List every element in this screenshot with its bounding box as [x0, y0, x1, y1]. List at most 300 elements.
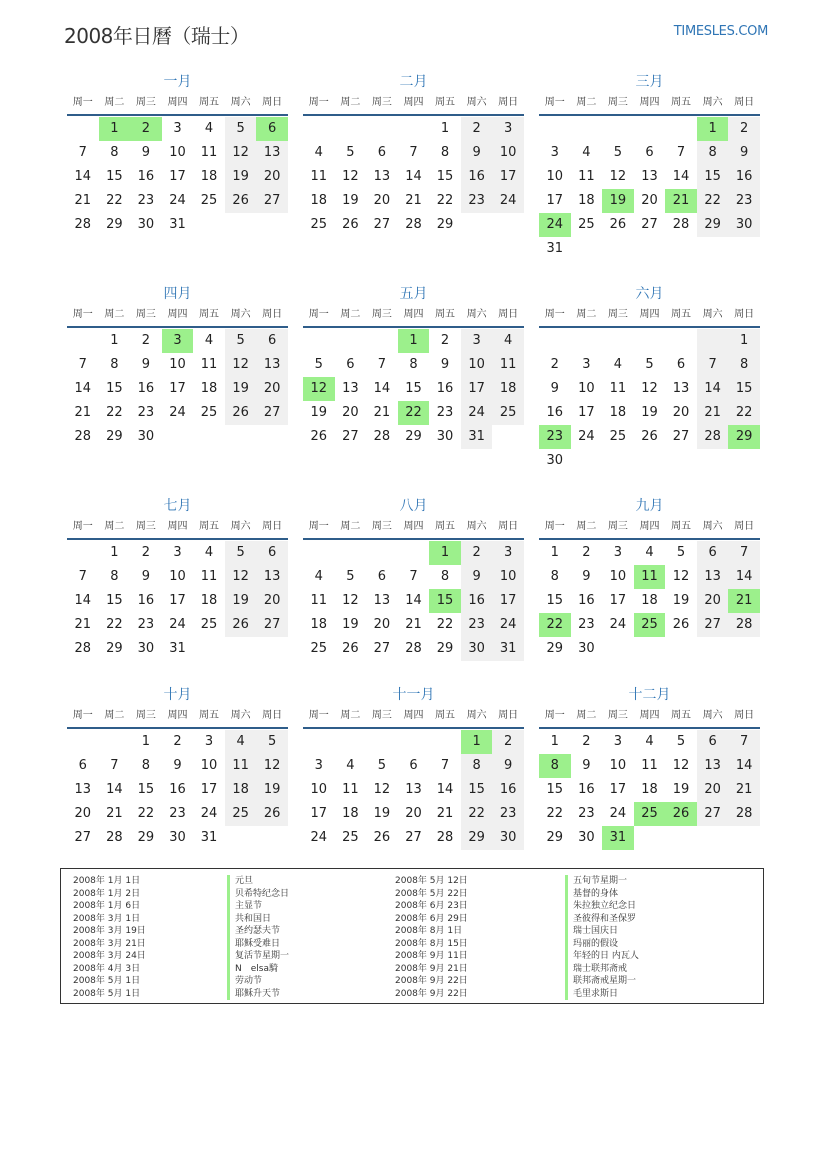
- weekday-label: 周四: [403, 309, 424, 320]
- day-cell: 28: [728, 802, 760, 826]
- day-cell: 23: [137, 193, 155, 208]
- day-cell: 26: [672, 617, 690, 632]
- day-cell: 9: [141, 569, 151, 584]
- day-cell: 11: [310, 169, 328, 184]
- legend-date: 2008年 3月 24日: [73, 951, 146, 961]
- weekday-label: 周一: [544, 309, 565, 320]
- day-cell: 22: [436, 193, 454, 208]
- legend-holiday-name: 瑞士国庆日: [573, 926, 619, 936]
- day-cell: 3: [492, 117, 524, 141]
- holiday-legend: [60, 868, 764, 1004]
- empty-cell: [335, 117, 367, 141]
- weekday-header: [539, 92, 760, 116]
- day-cell: 2: [461, 117, 493, 141]
- day-cell: 5: [225, 329, 257, 353]
- day-cell: 3: [173, 545, 182, 560]
- day-cell: 7: [78, 145, 87, 160]
- day-cell: 31: [492, 637, 524, 661]
- day-grid: [303, 329, 524, 449]
- day-cell: 12: [342, 169, 359, 184]
- weekday-label: 周四: [403, 97, 424, 108]
- month-title: 四月: [163, 286, 192, 302]
- day-cell: 10: [169, 569, 186, 584]
- day-cell: 8: [409, 357, 418, 372]
- holiday-day: 26: [665, 802, 697, 826]
- empty-cell: [335, 730, 367, 754]
- day-cell: 27: [697, 613, 729, 637]
- day-cell: 26: [225, 189, 257, 213]
- legend-date: 2008年 3月 19日: [73, 926, 146, 936]
- legend-holiday-name: 联邦斋戒星期一: [573, 976, 637, 986]
- weekday-header: [67, 92, 288, 116]
- day-cell: 4: [645, 545, 654, 560]
- weekday-label: 周六: [230, 309, 251, 320]
- day-cell: 4: [204, 333, 214, 348]
- day-cell: 12: [225, 141, 257, 165]
- day-cell: 10: [310, 782, 328, 797]
- day-cell: 15: [546, 782, 564, 797]
- day-cell: 30: [492, 826, 524, 850]
- weekday-label: 周四: [403, 521, 424, 532]
- holiday-day: 22: [539, 613, 571, 637]
- day-cell: 25: [200, 193, 218, 208]
- day-cell: 25: [310, 641, 328, 656]
- empty-cell: [366, 117, 398, 141]
- day-cell: 4: [645, 734, 654, 749]
- day-cell: 15: [106, 593, 123, 608]
- day-cell: 4: [346, 758, 355, 773]
- legend-date: 2008年 1月 2日: [73, 888, 141, 899]
- day-cell: 16: [461, 165, 493, 189]
- weekday-label: 周五: [435, 521, 456, 532]
- legend-holiday-name: 年轻的日 内瓦人: [573, 951, 639, 961]
- empty-cell: [398, 117, 430, 141]
- day-cell: 20: [641, 193, 658, 208]
- day-cell: 2: [141, 333, 151, 348]
- weekday-label: 周四: [167, 309, 188, 320]
- holiday-day: 21: [665, 189, 697, 213]
- month-1: [67, 72, 288, 237]
- day-cell: 3: [314, 758, 323, 773]
- weekday-label: 周三: [135, 309, 156, 320]
- weekday-header: [539, 304, 760, 328]
- weekday-label: 周日: [498, 710, 519, 721]
- day-cell: 16: [169, 782, 186, 797]
- day-cell: 13: [256, 353, 288, 377]
- day-cell: 13: [697, 754, 729, 778]
- day-cell: 19: [256, 778, 288, 802]
- day-cell: 6: [697, 730, 729, 754]
- weekday-header: [539, 516, 760, 540]
- weekday-label: 周四: [639, 521, 660, 532]
- holiday-day: 3: [162, 329, 194, 353]
- day-cell: 27: [697, 802, 729, 826]
- empty-cell: [67, 541, 99, 565]
- day-cell: 18: [641, 782, 658, 797]
- weekday-label: 周二: [104, 521, 125, 532]
- empty-cell: [366, 541, 398, 565]
- day-cell: 12: [672, 569, 690, 584]
- day-grid: [539, 117, 760, 261]
- day-cell: 17: [169, 381, 186, 396]
- day-cell: 21: [697, 401, 729, 425]
- site-link[interactable]: TIMESLES.COM: [673, 24, 768, 39]
- day-cell: 28: [405, 641, 422, 656]
- day-cell: 4: [314, 569, 323, 584]
- legend-date: 2008年 1月 1日: [73, 876, 141, 886]
- day-cell: 24: [492, 189, 524, 213]
- day-cell: 29: [546, 830, 564, 845]
- day-cell: 25: [609, 429, 627, 444]
- day-cell: 28: [405, 217, 422, 232]
- weekday-header: [67, 516, 288, 540]
- day-cell: 9: [440, 357, 450, 372]
- legend-holiday-name: 共和国日: [235, 913, 272, 924]
- weekday-label: 周四: [639, 309, 660, 320]
- legend-holiday-name: 劳动节: [235, 976, 263, 986]
- day-cell: 31: [169, 217, 186, 232]
- day-cell: 26: [225, 613, 257, 637]
- legend-date: 2008年 5月 1日: [73, 988, 141, 999]
- weekday-label: 周二: [340, 97, 361, 108]
- day-cell: 2: [173, 734, 182, 749]
- day-cell: 25: [310, 217, 328, 232]
- day-grid: [539, 730, 760, 850]
- day-cell: 27: [641, 217, 658, 232]
- day-cell: 9: [461, 141, 493, 165]
- day-cell: 16: [137, 593, 155, 608]
- weekday-label: 周五: [671, 521, 692, 532]
- holiday-day: 29: [728, 425, 760, 449]
- day-cell: 10: [546, 169, 564, 184]
- day-cell: 21: [106, 806, 123, 821]
- weekday-label: 周六: [466, 97, 487, 108]
- weekday-label: 周六: [702, 97, 723, 108]
- day-cell: 5: [676, 734, 686, 749]
- day-cell: 27: [256, 613, 288, 637]
- legend-date: 2008年 6月 29日: [395, 913, 468, 924]
- day-cell: 5: [346, 569, 355, 584]
- day-cell: 13: [256, 141, 288, 165]
- month-title: 六月: [635, 286, 664, 302]
- day-cell: 23: [137, 405, 155, 420]
- day-cell: 11: [578, 169, 595, 184]
- weekday-label: 周六: [466, 710, 487, 721]
- day-cell: 15: [106, 381, 123, 396]
- weekday-label: 周二: [576, 521, 597, 532]
- legend-dates-left: [73, 875, 146, 1000]
- holiday-day: 21: [728, 589, 760, 613]
- day-cell: 23: [461, 613, 493, 637]
- day-cell: 14: [74, 169, 92, 184]
- day-cell: 11: [200, 145, 218, 160]
- legend-holiday-name: 基督的身体: [573, 888, 619, 899]
- day-cell: 11: [342, 782, 359, 797]
- day-cell: 10: [169, 145, 186, 160]
- day-cell: 30: [461, 637, 493, 661]
- day-cell: 8: [440, 569, 450, 584]
- weekday-label: 周四: [639, 710, 660, 721]
- day-cell: 17: [200, 782, 218, 797]
- empty-cell: [398, 541, 430, 565]
- day-cell: 15: [405, 381, 422, 396]
- day-cell: 1: [141, 734, 151, 749]
- day-cell: 20: [342, 405, 359, 420]
- weekday-label: 周二: [340, 710, 361, 721]
- month-title: 一月: [163, 74, 192, 90]
- day-cell: 15: [106, 169, 123, 184]
- holiday-day: 8: [539, 754, 571, 778]
- day-cell: 29: [106, 429, 123, 444]
- month-title: 五月: [399, 286, 428, 302]
- day-cell: 12: [225, 565, 257, 589]
- day-cell: 6: [377, 145, 387, 160]
- weekday-label: 周二: [576, 97, 597, 108]
- day-cell: 16: [137, 381, 155, 396]
- month-title: 十一月: [392, 687, 435, 703]
- day-cell: 6: [346, 357, 355, 372]
- empty-cell: [571, 117, 603, 141]
- day-cell: 15: [697, 165, 729, 189]
- day-cell: 10: [578, 381, 595, 396]
- holiday-day: 19: [602, 189, 634, 213]
- weekday-header: [539, 705, 760, 729]
- day-cell: 24: [310, 830, 328, 845]
- weekday-header: [303, 516, 524, 540]
- day-cell: 9: [141, 145, 151, 160]
- day-grid: [67, 117, 288, 237]
- day-cell: 19: [672, 782, 690, 797]
- legend-date: 2008年 8月 1日: [395, 926, 463, 936]
- day-cell: 18: [492, 377, 524, 401]
- day-cell: 19: [225, 165, 257, 189]
- day-cell: 22: [546, 806, 564, 821]
- day-cell: 20: [256, 377, 288, 401]
- day-cell: 17: [578, 405, 595, 420]
- day-cell: 30: [169, 830, 186, 845]
- day-cell: 16: [492, 778, 524, 802]
- day-cell: 3: [461, 329, 493, 353]
- day-cell: 29: [436, 217, 454, 232]
- holiday-day: 11: [634, 565, 666, 589]
- day-cell: 17: [546, 193, 564, 208]
- day-cell: 14: [697, 377, 729, 401]
- day-cell: 25: [200, 405, 218, 420]
- day-cell: 9: [582, 758, 591, 773]
- month-8: [303, 496, 524, 661]
- weekday-label: 周日: [262, 309, 283, 320]
- day-cell: 25: [200, 617, 218, 632]
- weekday-label: 周五: [671, 309, 692, 320]
- day-cell: 4: [582, 145, 591, 160]
- day-cell: 25: [578, 217, 595, 232]
- day-cell: 2: [582, 545, 591, 560]
- day-cell: 18: [609, 405, 627, 420]
- day-cell: 23: [436, 405, 454, 420]
- day-cell: 14: [436, 782, 454, 797]
- day-cell: 6: [645, 145, 654, 160]
- empty-cell: [303, 117, 335, 141]
- day-cell: 18: [310, 193, 328, 208]
- day-cell: 22: [697, 189, 729, 213]
- day-cell: 6: [676, 357, 686, 372]
- day-cell: 17: [492, 165, 524, 189]
- day-cell: 7: [409, 569, 418, 584]
- legend-holiday-name: 毛里求斯日: [573, 988, 619, 999]
- weekday-header: [67, 705, 288, 729]
- weekday-header: [303, 304, 524, 328]
- day-cell: 14: [74, 381, 92, 396]
- day-cell: 2: [550, 357, 559, 372]
- month-title: 七月: [163, 498, 192, 514]
- day-cell: 3: [613, 545, 623, 560]
- day-cell: 5: [377, 758, 387, 773]
- day-cell: 25: [342, 830, 359, 845]
- day-cell: 10: [169, 357, 186, 372]
- legend-dates-right: [395, 875, 468, 1000]
- day-cell: 4: [204, 545, 214, 560]
- day-grid: [67, 329, 288, 449]
- day-cell: 14: [405, 593, 422, 608]
- day-cell: 10: [461, 353, 493, 377]
- day-cell: 25: [225, 802, 257, 826]
- day-cell: 8: [440, 145, 450, 160]
- legend-names-right: [565, 875, 639, 1000]
- day-cell: 19: [310, 405, 328, 420]
- day-cell: 28: [74, 217, 92, 232]
- day-cell: 24: [200, 806, 218, 821]
- empty-cell: [335, 329, 367, 353]
- legend-date: 2008年 8月 15日: [395, 938, 468, 949]
- day-cell: 13: [672, 381, 690, 396]
- weekday-label: 周日: [734, 309, 755, 320]
- day-cell: 2: [461, 541, 493, 565]
- month-11: [303, 685, 524, 850]
- weekday-label: 周日: [498, 97, 519, 108]
- day-cell: 19: [342, 193, 359, 208]
- day-cell: 20: [256, 589, 288, 613]
- day-cell: 18: [200, 169, 218, 184]
- day-cell: 5: [225, 541, 257, 565]
- empty-cell: [697, 329, 729, 353]
- day-cell: 23: [578, 617, 595, 632]
- day-cell: 27: [256, 189, 288, 213]
- weekday-label: 周二: [104, 97, 125, 108]
- month-12: [539, 685, 760, 850]
- weekday-label: 周三: [607, 521, 628, 532]
- weekday-label: 周六: [702, 521, 723, 532]
- weekday-label: 周二: [576, 309, 597, 320]
- day-cell: 28: [74, 429, 92, 444]
- day-cell: 29: [461, 826, 493, 850]
- day-cell: 13: [74, 782, 92, 797]
- day-cell: 16: [578, 593, 595, 608]
- weekday-label: 周五: [199, 97, 220, 108]
- day-cell: 16: [728, 165, 760, 189]
- empty-cell: [67, 730, 99, 754]
- weekday-label: 周日: [734, 521, 755, 532]
- day-cell: 17: [310, 806, 328, 821]
- day-cell: 26: [609, 217, 627, 232]
- weekday-label: 周六: [466, 309, 487, 320]
- day-cell: 8: [697, 141, 729, 165]
- day-cell: 27: [373, 217, 391, 232]
- day-cell: 18: [578, 193, 595, 208]
- day-cell: 4: [492, 329, 524, 353]
- day-cell: 7: [377, 357, 387, 372]
- day-cell: 7: [697, 353, 729, 377]
- day-grid: [539, 541, 760, 661]
- weekday-label: 周五: [435, 309, 456, 320]
- day-cell: 26: [310, 429, 328, 444]
- weekday-label: 周六: [466, 521, 487, 532]
- day-cell: 15: [546, 593, 564, 608]
- day-cell: 10: [609, 569, 627, 584]
- day-cell: 13: [342, 381, 359, 396]
- day-cell: 23: [578, 806, 595, 821]
- weekday-label: 周四: [167, 710, 188, 721]
- empty-cell: [99, 730, 131, 754]
- legend-date: 2008年 5月 12日: [395, 876, 468, 886]
- day-cell: 28: [74, 641, 92, 656]
- month-10: [67, 685, 288, 850]
- day-cell: 23: [169, 806, 186, 821]
- day-cell: 9: [173, 758, 182, 773]
- day-cell: 1: [550, 545, 559, 560]
- empty-cell: [539, 117, 571, 141]
- empty-cell: [67, 329, 99, 353]
- day-cell: 29: [546, 641, 564, 656]
- day-cell: 30: [728, 213, 760, 237]
- day-cell: 14: [672, 169, 690, 184]
- day-cell: 22: [137, 806, 155, 821]
- weekday-label: 周三: [371, 521, 392, 532]
- day-cell: 28: [373, 429, 391, 444]
- day-cell: 6: [256, 541, 288, 565]
- day-cell: 2: [440, 333, 450, 348]
- legend-holiday-name: 耶稣受难日: [235, 938, 281, 949]
- day-cell: 11: [310, 593, 328, 608]
- day-cell: 18: [200, 593, 218, 608]
- weekday-label: 周三: [135, 710, 156, 721]
- day-cell: 11: [200, 357, 218, 372]
- day-cell: 29: [106, 641, 123, 656]
- day-cell: 5: [256, 730, 288, 754]
- weekday-label: 周五: [671, 97, 692, 108]
- day-cell: 7: [728, 541, 760, 565]
- day-cell: 22: [461, 802, 493, 826]
- day-cell: 2: [582, 734, 591, 749]
- weekday-label: 周一: [72, 521, 93, 532]
- empty-cell: [303, 730, 335, 754]
- weekday-label: 周日: [262, 710, 283, 721]
- empty-cell: [634, 117, 666, 141]
- weekday-label: 周四: [639, 97, 660, 108]
- legend-holiday-name: 瑞士联邦斋戒: [573, 963, 628, 974]
- weekday-label: 周日: [262, 521, 283, 532]
- day-cell: 12: [373, 782, 391, 797]
- day-cell: 9: [728, 141, 760, 165]
- day-cell: 9: [141, 357, 151, 372]
- day-cell: 26: [641, 429, 658, 444]
- day-cell: 3: [492, 541, 524, 565]
- day-cell: 3: [582, 357, 591, 372]
- weekday-label: 周三: [135, 97, 156, 108]
- weekday-label: 周二: [104, 309, 125, 320]
- legend-holiday-name: 玛丽的假设: [573, 938, 619, 949]
- day-cell: 14: [728, 565, 760, 589]
- legend-holiday-name: 元旦: [235, 876, 254, 886]
